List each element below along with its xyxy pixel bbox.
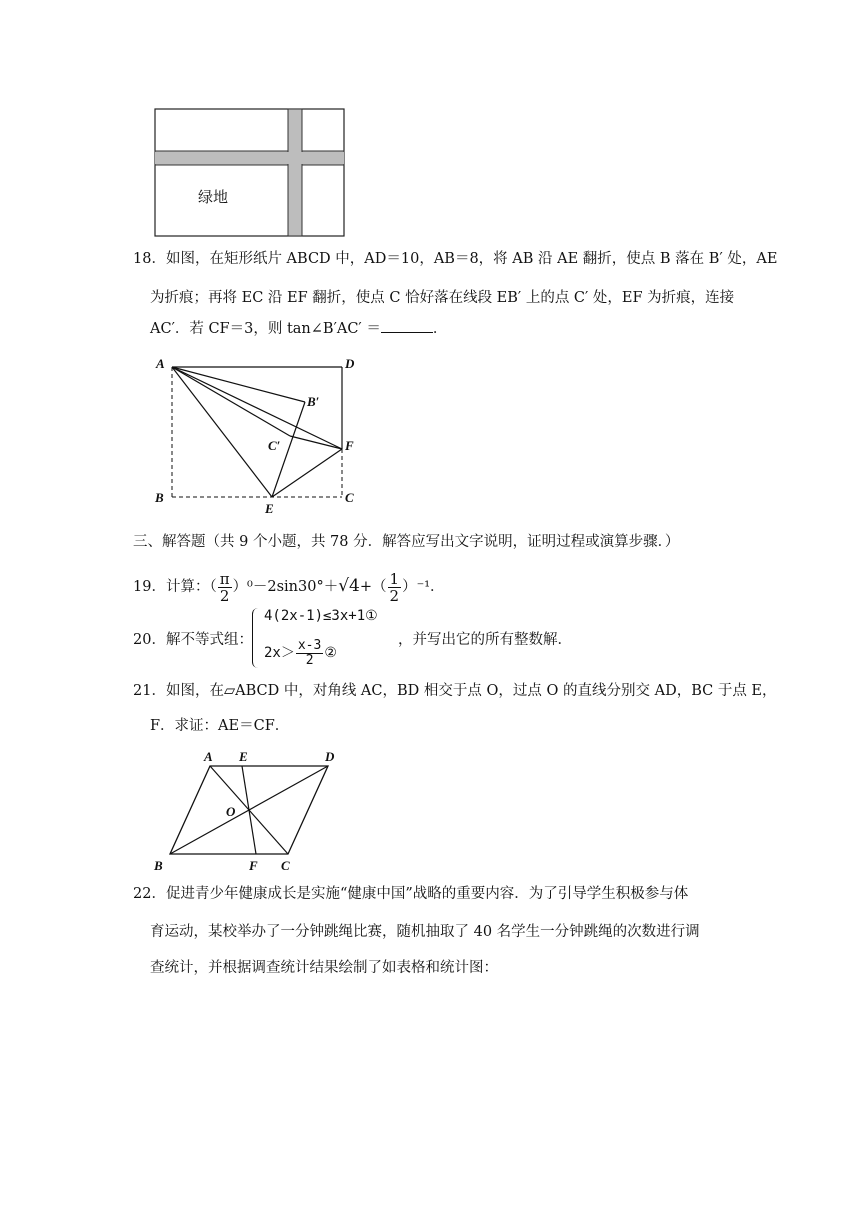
rectangle-fold-figure [150,350,365,520]
q18-line1: 18．如图，在矩形纸片 ABCD 中，AD＝10，AB＝8，将 AB 沿 AE 翻折，使点 B 落在 B′ 处，AE [133,251,778,267]
q18-line2: 为折痕；再将 EC 沿 EF 翻折，使点 C 恰好落在线段 EB′ 上的点 C′ 处，EF 为折痕，连接 [150,290,735,306]
brace [252,608,259,668]
label-F: F [345,438,354,453]
fraction-den: 2 [389,586,400,605]
label-B-prime: B′ [307,394,320,409]
inequality-2 [264,636,337,670]
label-E: E [239,749,248,764]
q22-line2: 育运动，某校举办了一分钟跳绳比赛，随机抽取了 40 名学生一分钟跳绳的次数进行调 [150,924,700,940]
q22-line3: 查统计，并根据调查统计结果绘制了如表格和统计图： [150,960,498,976]
q20-suffix: ，并写出它的所有整数解． [398,632,572,648]
label-D: D [345,356,355,371]
parallelogram-figure [150,746,350,876]
q21-line2: F．求证：AE＝CF． [150,718,290,734]
q18-line3-text: AC′．若 CF＝3，则 tan∠B′AC′ ＝ [150,321,381,337]
fraction-num: 1 [389,569,400,588]
label-A: A [156,356,165,371]
answer-blank [381,318,433,333]
q19-end: ）⁻¹． [402,579,445,595]
q18-line3-end: ． [432,321,448,337]
inequality-system [252,606,402,672]
label-D: D [325,749,335,764]
section3-title: 三、解答题（共 9 个小题，共 78 分．解答应写出文字说明，证明过程或演算步骤．） [133,534,680,550]
fraction-den: 2 [219,586,230,605]
label-F: F [249,858,258,873]
q22-line1: 22．促进青少年健康成长是实施“健康中国”战略的重要内容．为了引导学生积极参与体 [133,886,689,902]
q19-mid: ）⁰－2sin30°＋ [232,579,339,595]
q21-line1: 21．如图，在▱ABCD 中，对角线 AC，BD 相交于点 O，过点 O 的直线分别交 AD，BC 于点 E， [133,683,777,699]
q20-prefix: 20．解不等式组： [133,632,253,648]
label-C: C [281,858,290,873]
fraction-x-minus-3-over-2 [296,639,323,668]
ineq2-left: 2x＞ [264,645,295,661]
fraction-one-half [388,571,402,604]
q19-prefix: 19．计算：（ [133,579,217,595]
green-space-label: 绿地 [198,188,229,206]
label-C-prime: C′ [268,438,281,453]
label-O: O [226,804,236,819]
inequality-1: 4(2x-1)≤3x+1① [264,608,378,624]
label-B: B [154,858,163,873]
label-E: E [265,501,274,516]
q19-plus: +（ [359,579,387,595]
fraction-num: x-3 [297,637,322,653]
fraction-num: π [219,569,230,588]
label-B: B [155,490,164,505]
ineq2-mark: ② [324,645,337,661]
fraction-pi-over-2 [218,571,232,604]
q18-line3 [150,318,447,339]
sqrt-term: √4 [338,576,360,596]
label-C: C [345,490,354,505]
green-space-figure [150,104,350,240]
label-A: A [204,749,213,764]
q19 [133,566,445,606]
fraction-den: 2 [305,652,314,668]
